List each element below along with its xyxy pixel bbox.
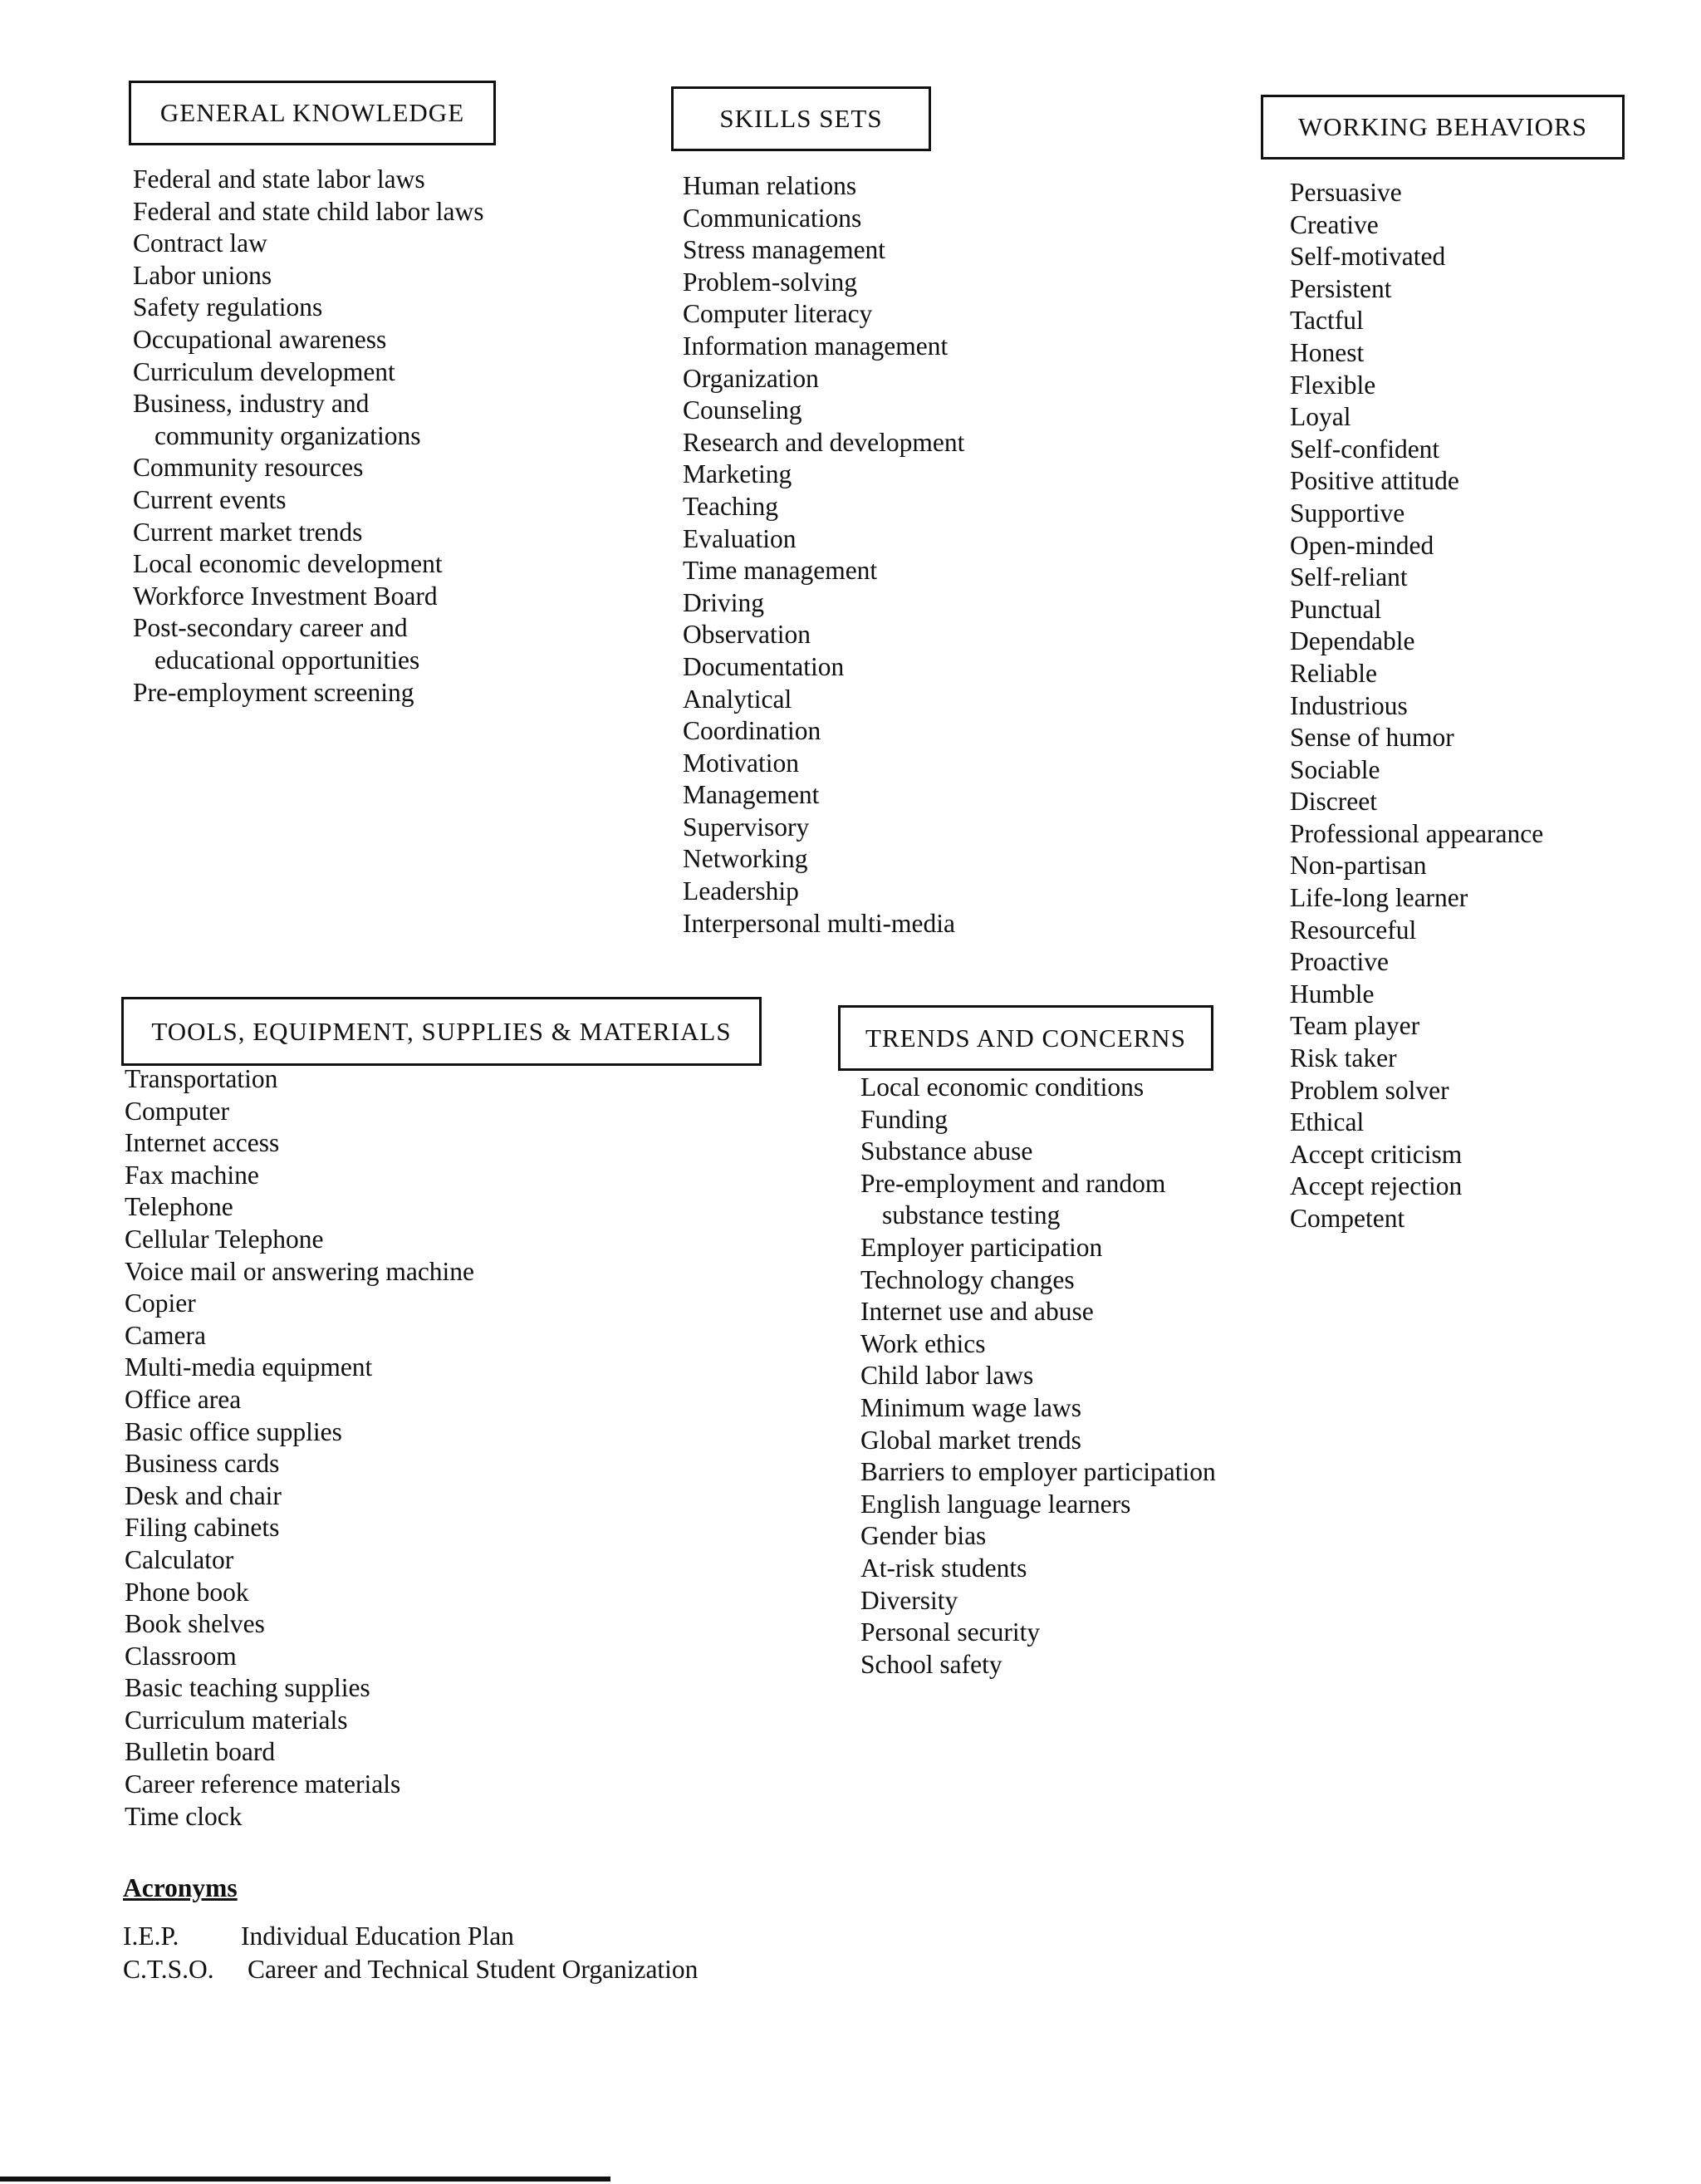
list-item: Analytical xyxy=(683,684,792,714)
list-item: Calculator xyxy=(125,1544,234,1574)
list-item: Accept criticism xyxy=(1290,1139,1463,1169)
tools-equipment-header: TOOLS, EQUIPMENT, SUPPLIES & MATERIALS xyxy=(121,997,762,1066)
list-item: Transportation xyxy=(125,1064,278,1093)
list-item: Team player xyxy=(1290,1011,1420,1041)
list-item: Basic teaching supplies xyxy=(125,1673,370,1703)
list-item: Employer participation xyxy=(860,1232,1103,1262)
list-item: Workforce Investment Board xyxy=(133,581,438,611)
list-item: Time management xyxy=(683,556,878,586)
list-item: Federal and state child labor laws xyxy=(133,196,484,226)
list-item: Problem solver xyxy=(1290,1075,1449,1105)
list-item: Management xyxy=(683,780,820,810)
working-behaviors-list xyxy=(1290,177,1543,1235)
list-item: Desk and chair xyxy=(125,1480,282,1510)
list-item: Contract law xyxy=(133,228,267,258)
list-item: Voice mail or answering machine xyxy=(125,1256,475,1286)
list-item: Reliable xyxy=(1290,658,1377,688)
list-item: Competent xyxy=(1290,1204,1405,1233)
list-item: Dependable xyxy=(1290,626,1415,656)
list-item: Post-secondary career and xyxy=(133,613,408,643)
list-item: Organization xyxy=(683,363,819,393)
list-item: Resourceful xyxy=(1290,915,1417,945)
general-knowledge-list xyxy=(133,164,483,709)
list-item: Telephone xyxy=(125,1192,233,1222)
list-item: Community resources xyxy=(133,453,364,483)
list-item: Current events xyxy=(133,484,287,514)
list-item: Punctual xyxy=(1290,594,1382,624)
list-item: Time clock xyxy=(125,1801,243,1831)
list-item: Federal and state labor laws xyxy=(133,164,425,194)
acronym-row xyxy=(123,1955,698,1985)
list-item: Teaching xyxy=(683,491,778,521)
list-item: Self-motivated xyxy=(1290,242,1446,272)
list-item: Self-reliant xyxy=(1290,562,1408,592)
list-item: Human relations xyxy=(683,171,857,200)
list-item: Pre-employment and random xyxy=(860,1168,1166,1198)
list-item: Pre-employment screening xyxy=(133,677,414,707)
list-item: Office area xyxy=(125,1384,242,1414)
list-item: Problem-solving xyxy=(683,267,857,297)
tools-equipment-list xyxy=(125,1063,474,1833)
footer-rule xyxy=(0,2177,610,2182)
list-item: Business, industry and xyxy=(133,389,370,419)
list-item: Computer xyxy=(125,1096,229,1126)
list-item: Honest xyxy=(1290,337,1365,367)
list-item: Bulletin board xyxy=(125,1737,276,1767)
list-item: Sense of humor xyxy=(1290,723,1454,753)
list-item: English language learners xyxy=(860,1489,1131,1519)
acronym-abbreviation: I.E.P. xyxy=(123,1921,179,1951)
list-item: Personal security xyxy=(860,1617,1041,1647)
list-item: Industrious xyxy=(1290,690,1408,720)
list-item: Stress management xyxy=(683,235,886,265)
acronym-row xyxy=(123,1921,514,1951)
list-item: Persuasive xyxy=(1290,178,1402,207)
list-item: Positive attitude xyxy=(1290,466,1459,496)
list-item: Information management xyxy=(683,331,949,361)
list-item-continuation: substance testing xyxy=(882,1200,1061,1230)
list-item: Proactive xyxy=(1290,947,1389,977)
list-item: Humble xyxy=(1290,979,1375,1009)
list-item: Loyal xyxy=(1290,402,1351,432)
list-item-continuation: community organizations xyxy=(154,420,421,450)
list-item: At-risk students xyxy=(860,1553,1027,1583)
list-item: Persistent xyxy=(1290,273,1392,303)
list-item: Local economic conditions xyxy=(860,1072,1145,1102)
list-item: Life-long learner xyxy=(1290,883,1468,913)
list-item: Technology changes xyxy=(860,1264,1075,1294)
list-item: Tactful xyxy=(1290,306,1364,336)
list-item: Coordination xyxy=(683,716,821,746)
list-item: Non-partisan xyxy=(1290,851,1427,881)
acronym-meaning: Individual Education Plan xyxy=(241,1921,514,1951)
list-item: Counseling xyxy=(683,395,802,425)
list-item: Ethical xyxy=(1290,1107,1365,1137)
list-item: Motivation xyxy=(683,748,799,778)
general-knowledge-header: GENERAL KNOWLEDGE xyxy=(129,81,496,145)
list-item: Barriers to employer participation xyxy=(860,1457,1216,1487)
list-item: Funding xyxy=(860,1104,949,1134)
list-item: Flexible xyxy=(1290,370,1376,400)
list-item: Minimum wage laws xyxy=(860,1392,1081,1422)
list-item: School safety xyxy=(860,1649,1002,1679)
list-item: Discreet xyxy=(1290,787,1377,817)
list-item: Communications xyxy=(683,203,862,233)
list-item: Copier xyxy=(125,1288,196,1318)
list-item: Documentation xyxy=(683,651,845,681)
list-item: Labor unions xyxy=(133,260,272,290)
list-item: Book shelves xyxy=(125,1609,265,1639)
list-item: Internet access xyxy=(125,1128,280,1158)
list-item: Phone book xyxy=(125,1577,249,1607)
list-item: Networking xyxy=(683,844,808,874)
list-item: Occupational awareness xyxy=(133,324,387,354)
list-item: Leadership xyxy=(683,876,799,906)
list-item: Cellular Telephone xyxy=(125,1224,324,1254)
list-item: Fax machine xyxy=(125,1160,259,1190)
list-item: Observation xyxy=(683,620,811,650)
list-item: Curriculum materials xyxy=(125,1705,348,1735)
list-item: Professional appearance xyxy=(1290,818,1544,848)
list-item: Business cards xyxy=(125,1449,280,1479)
list-item: Child labor laws xyxy=(860,1361,1034,1391)
list-item: Evaluation xyxy=(683,523,797,553)
list-item: Internet use and abuse xyxy=(860,1297,1094,1327)
list-item: Safety regulations xyxy=(133,292,323,322)
list-item: Supportive xyxy=(1290,498,1405,528)
list-item: Work ethics xyxy=(860,1328,986,1358)
list-item: Driving xyxy=(683,587,764,617)
list-item: Curriculum development xyxy=(133,356,395,386)
trends-concerns-list xyxy=(860,1072,1216,1681)
list-item: Risk taker xyxy=(1290,1043,1397,1073)
acronym-abbreviation: C.T.S.O. xyxy=(123,1955,214,1984)
list-item: Diversity xyxy=(860,1585,958,1615)
list-item: Open-minded xyxy=(1290,530,1434,560)
list-item: Filing cabinets xyxy=(125,1513,280,1543)
trends-concerns-header: TRENDS AND CONCERNS xyxy=(838,1005,1213,1071)
skills-sets-list xyxy=(683,170,964,940)
list-item: Classroom xyxy=(125,1641,237,1671)
list-item-continuation: educational opportunities xyxy=(154,645,420,675)
list-item: Supervisory xyxy=(683,812,810,842)
list-item: Substance abuse xyxy=(860,1136,1033,1166)
acronym-meaning: Career and Technical Student Organization xyxy=(248,1955,699,1984)
list-item: Career reference materials xyxy=(125,1769,401,1799)
list-item: Multi-media equipment xyxy=(125,1352,373,1382)
working-behaviors-header: WORKING BEHAVIORS xyxy=(1261,95,1625,160)
list-item: Self-confident xyxy=(1290,434,1440,464)
list-item: Gender bias xyxy=(860,1521,987,1551)
list-item: Basic office supplies xyxy=(125,1416,342,1446)
list-item: Local economic development xyxy=(133,549,443,579)
list-item: Accept rejection xyxy=(1290,1171,1463,1201)
list-item: Current market trends xyxy=(133,517,363,547)
list-item: Interpersonal multi-media xyxy=(683,908,956,938)
list-item: Computer literacy xyxy=(683,299,873,329)
list-item: Creative xyxy=(1290,209,1379,239)
skills-sets-header: SKILLS SETS xyxy=(671,86,931,151)
list-item: Sociable xyxy=(1290,754,1380,784)
list-item: Research and development xyxy=(683,427,965,457)
list-item: Global market trends xyxy=(860,1425,1081,1455)
list-item: Camera xyxy=(125,1320,206,1350)
list-item: Marketing xyxy=(683,459,792,489)
acronyms-heading: Acronyms xyxy=(123,1873,238,1902)
